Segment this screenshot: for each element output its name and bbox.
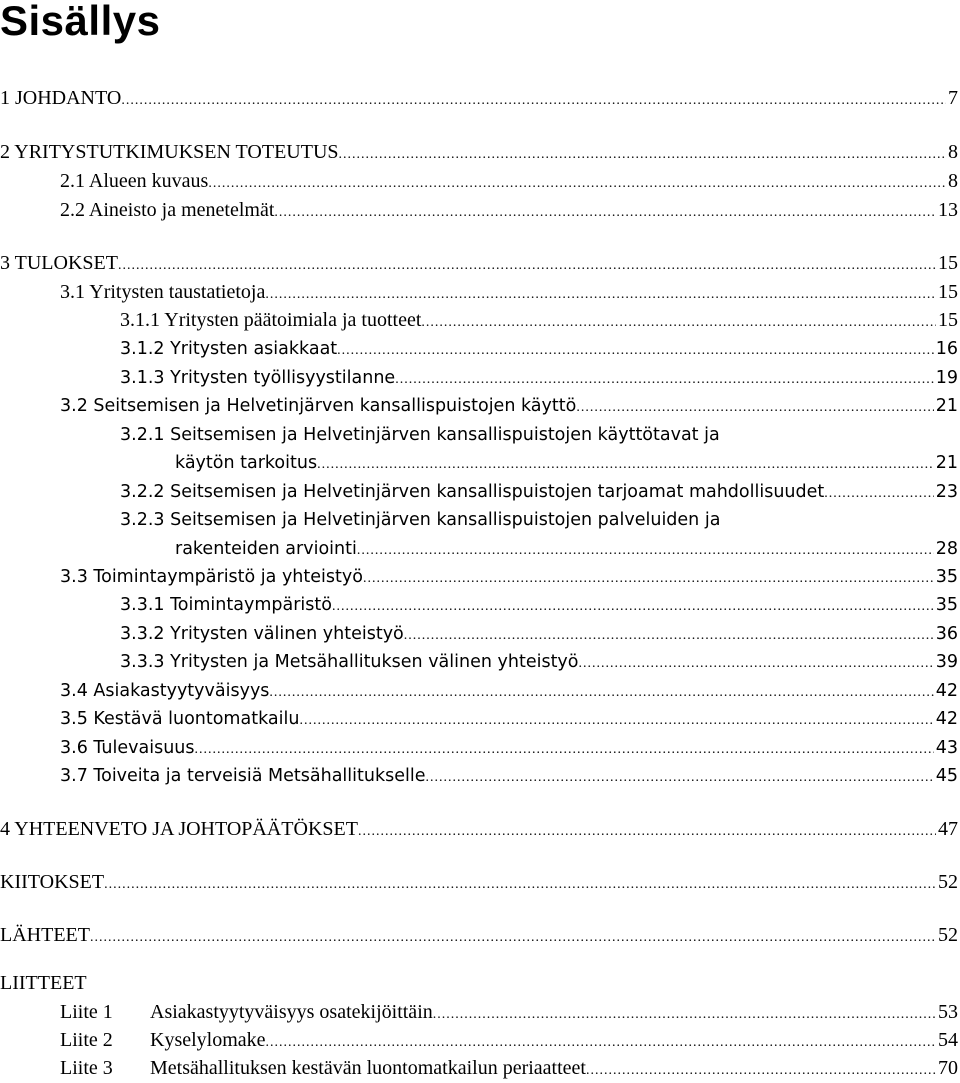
dot-leader [269,681,933,705]
appendix-text: Metsähallituksen kestävän luontomatkailun periaatteet [150,1057,586,1079]
toc-entry-text: 3.6 Tulevaisuus [60,738,195,758]
toc-entry[interactable] [60,280,958,307]
toc-entry-page: 23 [935,482,958,502]
toc-entry[interactable] [0,817,958,844]
toc-entry-text: 2.1 Alueen kuvaus [60,170,209,192]
appendix-entry[interactable] [60,1056,958,1083]
toc-entry[interactable] [0,86,958,113]
toc-entry-page: 16 [935,339,958,359]
dot-leader [332,595,934,619]
toc-entry-text: 3.1 Yritysten taustatietoja [60,281,266,303]
toc-entry-page: 15 [938,252,958,274]
toc-entry-text: 3.3.3 Yritysten ja Metsähallituksen välinen yhteistyö [120,652,579,672]
appendix-text: Asiakastyytyväisyys osatekijöittäin [150,1001,433,1023]
toc-entry-page: 15 [938,281,958,303]
toc-entry-text: 4 YHTEENVETO JA JOHTOPÄÄTÖKSET [0,818,358,840]
toc-entry-page: 39 [935,652,958,672]
toc-entry-text: 2.2 Aineisto ja menetelmät [60,199,275,221]
toc-entry[interactable] [60,736,958,762]
appendix-label: Liite 2 [60,1029,113,1051]
toc-entry-page: 52 [938,871,958,893]
toc-entry[interactable] [120,308,958,335]
toc-entry-page: 21 [935,396,958,416]
appendices-heading: LIITTEET [0,972,87,994]
toc-entry-page: 21 [935,453,958,473]
dot-leader [433,1003,936,1027]
dot-leader [121,89,946,113]
toc-entry-page: 13 [938,199,958,221]
toc-entry-page: 28 [935,539,958,559]
dot-leader [299,709,933,733]
toc-entry-text: 3.5 Kestävä luontomatkailu [60,709,300,729]
toc-entry[interactable] [120,622,958,648]
toc-entry-page: 7 [948,87,958,109]
page-title: Sisällys [0,0,161,44]
appendix-label: Liite 1 [60,1001,113,1023]
appendix-entry[interactable] [60,1000,958,1027]
toc-entry[interactable] [0,251,958,278]
dot-leader [404,624,934,648]
toc-entry-page: 47 [938,818,958,840]
toc-entry[interactable] [120,337,958,363]
toc-entry-page: 8 [948,170,958,192]
toc-entry[interactable] [60,707,958,733]
toc-entry-text: 3 TULOKSET [0,252,118,274]
dot-leader [425,766,933,790]
toc-entry-page: 52 [938,924,958,946]
appendix-entry[interactable] [60,1028,958,1055]
toc-entry[interactable] [60,565,958,591]
dot-leader [90,926,936,950]
toc-entry-page: 35 [935,567,958,587]
toc-entry-text: 3.1.3 Yritysten työllisyystilanne [120,368,396,388]
toc-entry-text: 3.3.1 Toimintaympäristö [120,595,332,615]
toc-entry[interactable] [175,451,958,477]
toc-entry-page: 8 [948,141,958,163]
dot-leader [266,1031,936,1055]
dot-leader [576,396,933,420]
toc-entry-text: 3.1.1 Yritysten päätoimiala ja tuotteet [120,309,422,331]
toc-entry[interactable] [0,870,958,897]
toc-entry-first-line: 3.2.3 Seitsemisen ja Helvetinjärven kansallispuistojen palveluiden ja [120,510,721,530]
toc-entry-page: 45 [935,766,958,786]
dot-leader [317,453,934,477]
appendix-page: 70 [938,1057,958,1079]
toc-entry[interactable] [60,198,958,225]
toc-entry-text: 3.2.2 Seitsemisen ja Helvetinjärven kansallispuistojen tarjoamat mahdollisuudet [120,482,825,502]
toc-entry[interactable] [0,923,958,950]
dot-leader [265,283,936,307]
toc-entry-text: 3.4 Asiakastyytyväisyys [60,681,270,701]
toc-entry-page: 42 [935,681,958,701]
toc-entry[interactable] [175,537,958,563]
dot-leader [337,339,934,363]
dot-leader [358,820,936,844]
appendix-text: Kyselylomake [150,1029,266,1051]
toc-entry-page: 35 [935,595,958,615]
toc-entry[interactable] [120,650,958,676]
dot-leader [104,873,936,897]
toc-entry[interactable] [0,140,958,167]
toc-entry-text: 3.2 Seitsemisen ja Helvetinjärven kansallispuistojen käyttö [60,396,577,416]
dot-leader [586,1059,936,1083]
toc-entry[interactable] [60,169,958,196]
toc-entry[interactable] [60,764,958,790]
toc-entry-text: 3.7 Toiveita ja terveisiä Metsähallitukselle [60,766,426,786]
toc-entry-text: 3.1.2 Yritysten asiakkaat [120,339,338,359]
toc-entry-text: rakenteiden arviointi [175,539,357,559]
toc-entry-text: 2 YRITYSTUTKIMUKSEN TOTEUTUS [0,141,339,163]
toc-entry-text: KIITOKSET [0,871,105,893]
dot-leader [274,201,936,225]
dot-leader [824,482,933,506]
dot-leader [579,652,934,676]
dot-leader [363,567,934,591]
toc-entry[interactable] [60,394,958,420]
toc-entry-text: 3.3 Toimintaympäristö ja yhteistyö [60,567,363,587]
toc-entry[interactable] [120,593,958,619]
toc-entry-text: 1 JOHDANTO [0,87,122,109]
dot-leader [395,368,934,392]
toc-entry-page: 42 [935,709,958,729]
dot-leader [208,172,946,196]
toc-entry-page: 19 [935,368,958,388]
toc-entry-text: 3.3.2 Yritysten välinen yhteistyö [120,624,404,644]
dot-leader [421,311,936,335]
toc-entry-text: LÄHTEET [0,924,90,946]
toc-entry-text: käytön tarkoitus [175,453,318,473]
appendix-label: Liite 3 [60,1057,113,1079]
dot-leader [118,254,936,278]
toc-entry[interactable] [120,480,958,506]
dot-leader [339,143,946,167]
toc-entry[interactable] [60,679,958,705]
dot-leader [195,738,934,762]
appendix-page: 54 [938,1029,958,1051]
dot-leader [357,539,934,563]
appendix-page: 53 [938,1001,958,1023]
toc-entry-page: 36 [935,624,958,644]
toc-entry-page: 43 [935,738,958,758]
toc-entry-page: 15 [938,309,958,331]
toc-entry[interactable] [120,366,958,392]
toc-entry-first-line: 3.2.1 Seitsemisen ja Helvetinjärven kansallispuistojen käyttötavat ja [120,425,720,445]
